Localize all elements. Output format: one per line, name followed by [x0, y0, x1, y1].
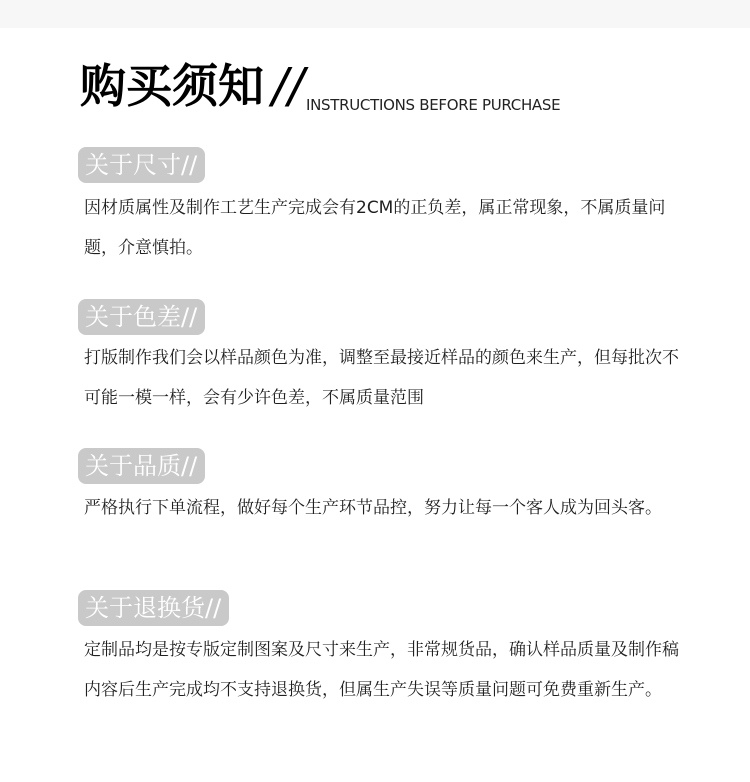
title-slashes: //	[272, 58, 305, 114]
section-label-returns: 关于退换货//	[78, 590, 229, 626]
page-title: 购买须知	[80, 59, 264, 113]
section-body-quality: 严格执行下单流程，做好每个生产环节品控，努力让每一个客人成为回头客。	[84, 498, 662, 518]
section-body-size: 因材质属性及制作工艺生产完成会有2CM的正负差，属正常现象，不属质量问题，介意慎拍。	[84, 198, 666, 258]
page-subtitle: INSTRUCTIONS BEFORE PURCHASE	[306, 96, 561, 114]
section-label-size: 关于尺寸//	[78, 147, 205, 183]
section-label-color: 关于色差//	[78, 299, 205, 335]
top-band	[0, 0, 750, 28]
section-label-quality: 关于品质//	[78, 448, 205, 484]
section-body-returns: 定制品均是按专版定制图案及尺寸来生产，非常规货品，确认样品质量及制作稿内容后生产完成均不支持退换货，但属生产失误等质量问题可免费重新生产。	[84, 640, 679, 700]
section-body-color: 打版制作我们会以样品颜色为准，调整至最接近样品的颜色来生产，但每批次不可能一模一样，会有少许色差，不属质量范围	[84, 348, 679, 408]
